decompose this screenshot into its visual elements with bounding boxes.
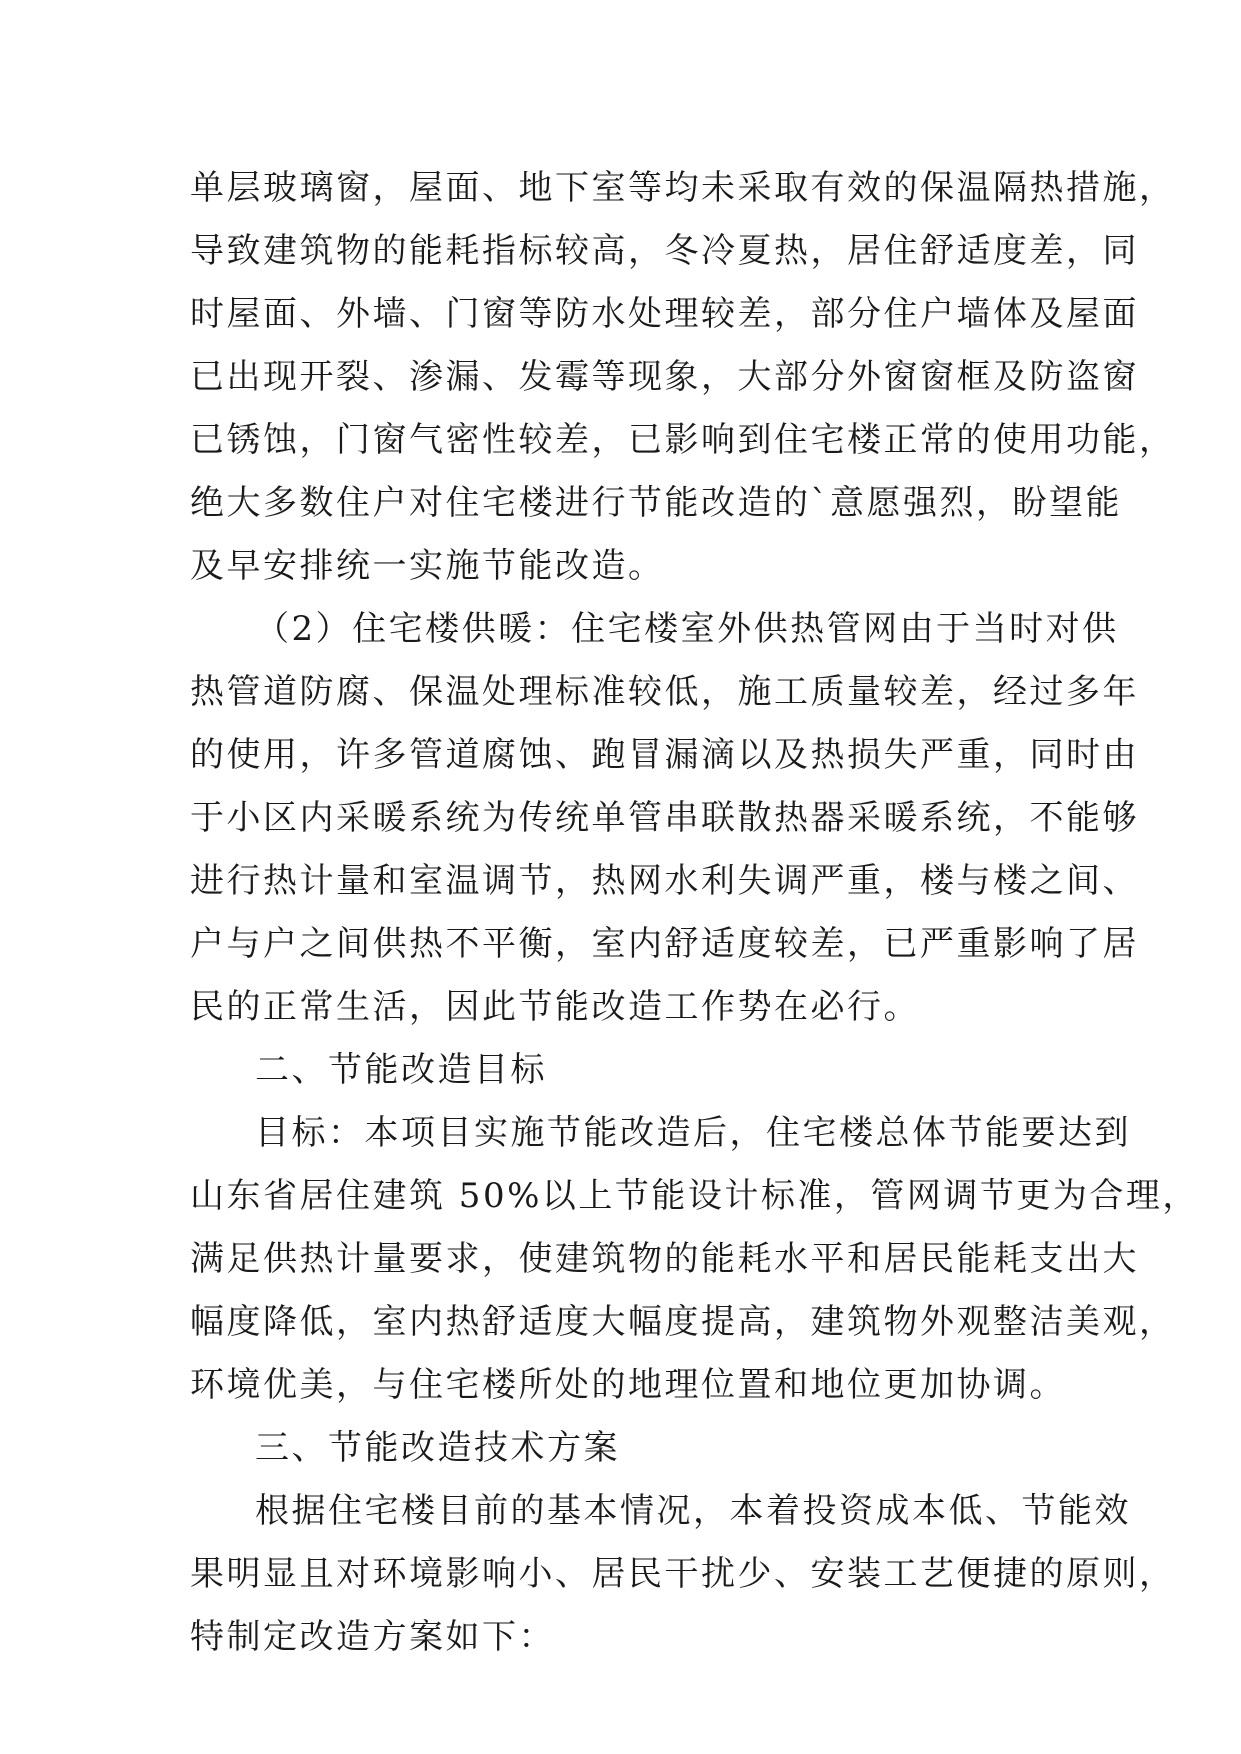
text-line: 时屋面、外墙、门窗等防水处理较差，部分住户墙体及屋面: [190, 294, 1139, 334]
text-line: 满足供热计量要求，使建筑物的能耗水平和居民能耗支出大: [190, 1239, 1139, 1279]
text-line: 进行热计量和室温调节，热网水利失调严重，楼与楼之间、: [190, 861, 1139, 901]
paragraph-start-line: （2）住宅楼供暖：住宅楼室外供热管网由于当时对供: [255, 609, 1119, 649]
text-line: 山东省居住建筑 50%以上节能设计标准，管网调节更为合理，: [190, 1176, 1199, 1216]
text-line: 民的正常生活，因此节能改造工作势在必行。: [190, 987, 920, 1027]
text-line: 单层玻璃窗，屋面、地下室等均未采取有效的保温隔热措施，: [190, 168, 1176, 208]
text-line: 特制定改造方案如下：: [190, 1617, 555, 1657]
text-line: 果明显且对环境影响小、居民干扰少、安装工艺便捷的原则，: [190, 1554, 1176, 1594]
section-heading: 二、节能改造目标: [255, 1050, 547, 1090]
text-line: 绝大多数住户对住宅楼进行节能改造的`意愿强烈，盼望能: [190, 483, 1122, 523]
text-line: 环境优美，与住宅楼所处的地理位置和地位更加协调。: [190, 1365, 1066, 1405]
text-line: 的使用，许多管道腐蚀、跑冒漏滴以及热损失严重，同时由: [190, 735, 1139, 775]
paragraph-start-line: 根据住宅楼目前的基本情况，本着投资成本低、节能效: [255, 1491, 1131, 1531]
text-line: 户与户之间供热不平衡，室内舒适度较差，已严重影响了居: [190, 924, 1139, 964]
text-line: 导致建筑物的能耗指标较高，冬冷夏热，居住舒适度差，同: [190, 231, 1139, 271]
text-line: 及早安排统一实施节能改造。: [190, 546, 665, 586]
paragraph-start-line: 目标：本项目实施节能改造后，住宅楼总体节能要达到: [255, 1113, 1131, 1153]
text-line: 已出现开裂、渗漏、发霉等现象，大部分外窗窗框及防盗窗: [190, 357, 1139, 397]
text-line: 已锈蚀，门窗气密性较差，已影响到住宅楼正常的使用功能，: [190, 420, 1176, 460]
text-line: 幅度降低，室内热舒适度大幅度提高，建筑物外观整洁美观，: [190, 1302, 1176, 1342]
text-line: 热管道防腐、保温处理标准较低，施工质量较差，经过多年: [190, 672, 1139, 712]
section-heading: 三、节能改造技术方案: [255, 1428, 620, 1468]
text-line: 于小区内采暖系统为传统单管串联散热器采暖系统，不能够: [190, 798, 1139, 838]
document-body: [190, 157, 1199, 1669]
